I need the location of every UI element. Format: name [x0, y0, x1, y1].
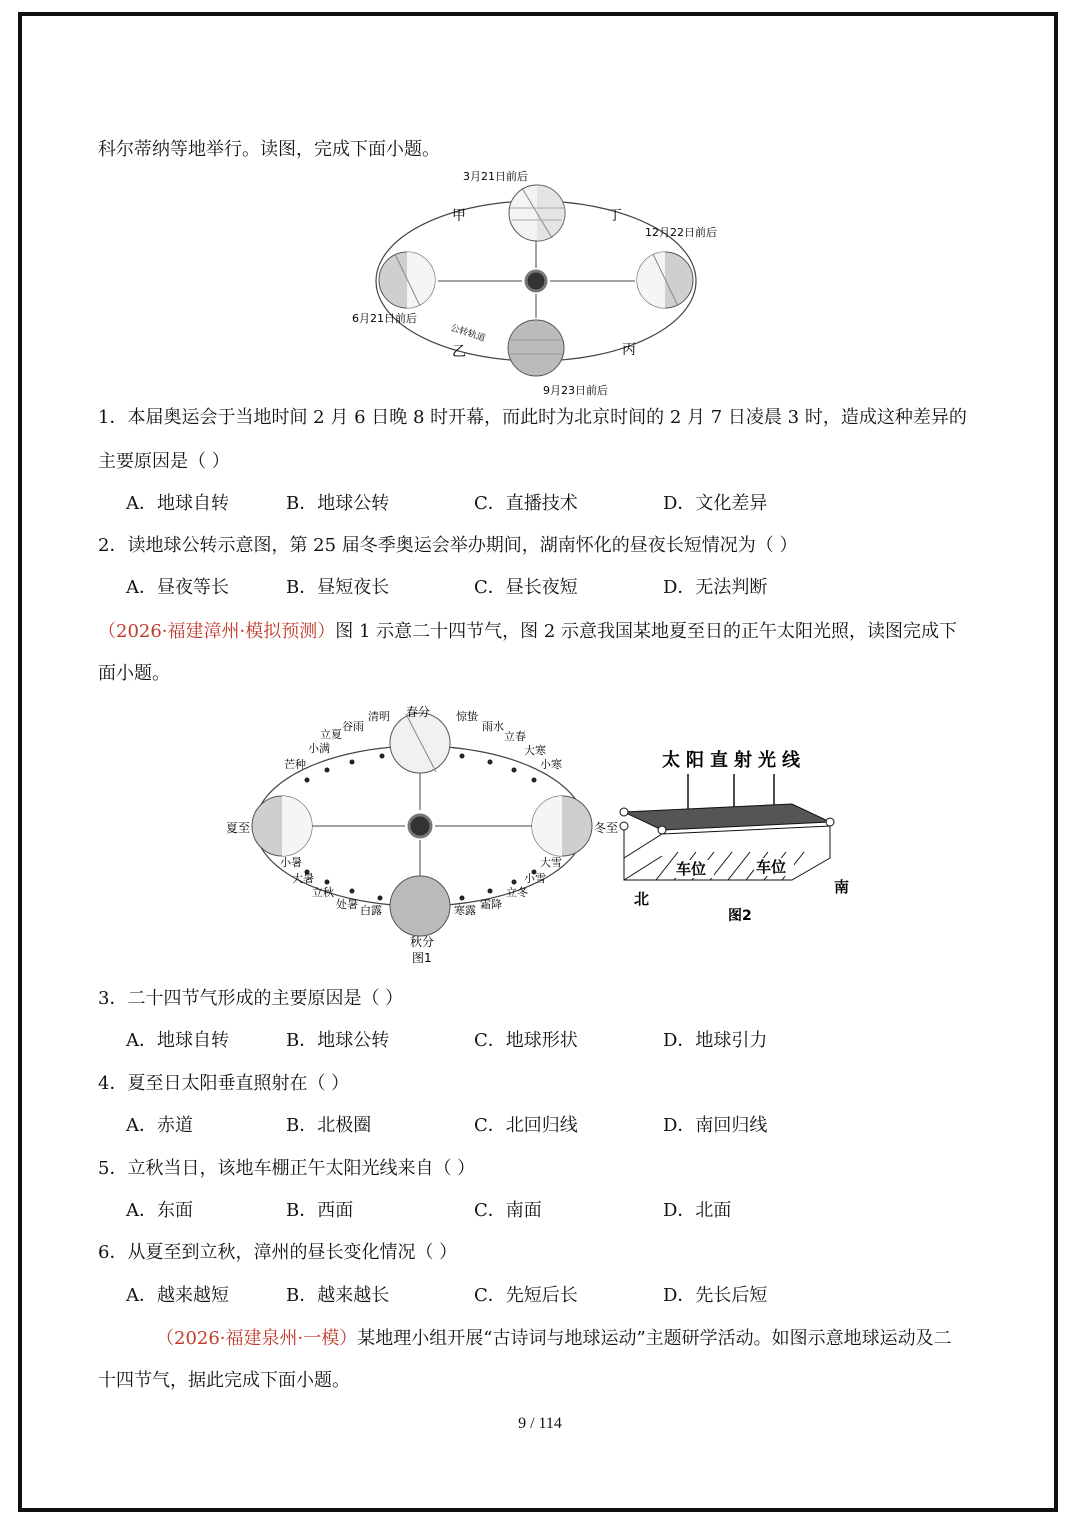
term-hanlu: 寒露 — [454, 904, 476, 917]
date-label-mar: 3月21日前后 — [463, 170, 528, 183]
term-dashu: 大暑 — [292, 872, 314, 885]
parking-label-1: 车位 — [676, 860, 707, 878]
term-xiaoxue: 小雪 — [524, 872, 546, 885]
q5-option-a[interactable]: A．东面 — [126, 1200, 193, 1221]
section2-intro-line1 — [98, 620, 957, 644]
orbit-label: 公转轨道 — [449, 323, 487, 344]
q1-option-a[interactable]: A．地球自转 — [126, 493, 229, 514]
term-shuangjiang: 霜降 — [480, 898, 502, 911]
term-dahan: 大寒 — [524, 744, 546, 757]
globe-icon — [390, 876, 450, 936]
q3-option-d[interactable]: D．地球引力 — [663, 1030, 768, 1051]
q4-option-a[interactable]: A．赤道 — [126, 1115, 193, 1136]
globe-icon — [508, 320, 564, 376]
q1-option-b[interactable]: B．地球公转 — [286, 493, 390, 514]
q5-option-d[interactable]: D．北面 — [663, 1200, 732, 1221]
q1-option-c[interactable]: C．直播技术 — [474, 493, 578, 514]
q2-option-c[interactable]: C．昼长夜短 — [474, 577, 578, 598]
term-qiufen: 秋分 — [410, 935, 435, 949]
q2-option-b[interactable]: B．昼短夜长 — [286, 577, 390, 598]
q6-option-c[interactable]: C．先短后长 — [474, 1285, 578, 1306]
globe-icon — [509, 185, 565, 241]
term-lixia: 立夏 — [320, 728, 342, 741]
section2-source: （2026·福建漳州·模拟预测） — [98, 621, 336, 642]
revolution-diagram — [340, 168, 740, 400]
globe-icon — [637, 252, 693, 308]
q3-text: 3．二十四节气形成的主要原因是（ ） — [98, 988, 404, 1009]
intro-text: 科尔蒂纳等地举行。读图，完成下面小题。 — [98, 139, 440, 160]
q1-option-d[interactable]: D．文化差异 — [663, 493, 768, 514]
term-chushu: 处暑 — [336, 898, 358, 911]
q6-option-a[interactable]: A．越来越短 — [126, 1285, 229, 1306]
date-label-sep: 9月23日前后 — [543, 384, 608, 397]
term-chunfen: 春分 — [406, 705, 431, 719]
globe-icon — [252, 796, 312, 856]
section2-intro-line2: 面小题。 — [98, 663, 170, 684]
direction-north: 北 — [634, 890, 650, 908]
label-jia: 甲 — [452, 208, 466, 224]
label-yi: 乙 — [452, 344, 466, 360]
q5-option-c[interactable]: C．南面 — [474, 1200, 542, 1221]
q2-text: 2．读地球公转示意图，第 25 届冬季奥运会举办期间，湖南怀化的昼夜长短情况为（ ） — [98, 535, 798, 556]
solar-terms-diagram — [222, 698, 622, 966]
term-yushui: 雨水 — [482, 720, 504, 733]
term-mangzhong: 芒种 — [284, 758, 306, 771]
parking-label-2: 车位 — [756, 858, 787, 876]
q3-option-a[interactable]: A．地球自转 — [126, 1030, 229, 1051]
figure1-caption: 图1 — [412, 951, 432, 965]
term-liqiu: 立秋 — [312, 886, 334, 899]
section3-intro-line2: 十四节气，据此完成下面小题。 — [98, 1370, 350, 1391]
carport-diagram — [616, 740, 866, 930]
section2-text1: 图 1 示意二十四节气，图 2 示意我国某地夏至日的正午太阳光照，读图完成下 — [335, 621, 958, 642]
q4-text: 4．夏至日太阳垂直照射在（ ） — [98, 1073, 350, 1094]
sun-icon — [409, 815, 431, 837]
q5-option-b[interactable]: B．西面 — [286, 1200, 354, 1221]
date-label-dec: 12月22日前后 — [645, 226, 717, 239]
term-xiaohan: 小寒 — [540, 758, 562, 771]
q1-text-line1: 1．本届奥运会于当地时间 2 月 6 日晚 8 时开幕，而此时为北京时间的 2 月 7 日凌晨 3 时，造成这种差异的 — [98, 407, 967, 428]
term-guyu: 谷雨 — [342, 720, 364, 733]
q1-text-line2: 主要原因是（ ） — [98, 451, 230, 472]
term-dongzhi: 冬至 — [594, 821, 619, 835]
sun-icon — [526, 271, 546, 291]
globe-icon — [532, 796, 592, 856]
q6-option-d[interactable]: D．先长后短 — [663, 1285, 768, 1306]
term-jingzhe: 惊蛰 — [456, 710, 478, 723]
direction-south: 南 — [834, 878, 850, 896]
term-lichun: 立春 — [504, 730, 526, 743]
term-bailu: 白露 — [360, 904, 382, 917]
q2-option-a[interactable]: A．昼夜等长 — [126, 577, 229, 598]
globe-icon — [390, 713, 450, 773]
term-qingming: 清明 — [368, 710, 390, 723]
section3-source: （2026·福建泉州·一模） — [156, 1328, 358, 1349]
q3-option-c[interactable]: C．地球形状 — [474, 1030, 578, 1051]
term-xiazhi: 夏至 — [226, 821, 251, 835]
date-label-jun: 6月21日前后 — [352, 312, 417, 325]
label-ding: 丁 — [608, 208, 622, 224]
sunlight-title: 太阳直射光线 — [662, 750, 806, 771]
q4-option-b[interactable]: B．北极圈 — [286, 1115, 372, 1136]
term-xiaoshu: 小暑 — [280, 856, 302, 869]
term-xiaoman: 小满 — [308, 742, 330, 755]
q6-text: 6．从夏至到立秋，漳州的昼长变化情况（ ） — [98, 1242, 458, 1263]
q5-text: 5．立秋当日，该地车棚正午太阳光线来自（ ） — [98, 1158, 476, 1179]
q4-option-d[interactable]: D．南回归线 — [663, 1115, 768, 1136]
q2-option-d[interactable]: D．无法判断 — [663, 577, 768, 598]
label-bing: 丙 — [622, 342, 636, 358]
term-daxue: 大雪 — [540, 856, 562, 869]
term-lidong: 立冬 — [506, 886, 528, 899]
q6-option-b[interactable]: B．越来越长 — [286, 1285, 390, 1306]
section3-intro-line1 — [156, 1327, 952, 1351]
globe-icon — [379, 252, 435, 308]
q3-option-b[interactable]: B．地球公转 — [286, 1030, 390, 1051]
q4-option-c[interactable]: C．北回归线 — [474, 1115, 578, 1136]
page-number: 9 / 114 — [518, 1415, 562, 1432]
figure2-caption: 图2 — [728, 908, 752, 924]
section3-text1: 某地理小组开展“古诗词与地球运动”主题研学活动。如图示意地球运动及二 — [357, 1328, 952, 1349]
